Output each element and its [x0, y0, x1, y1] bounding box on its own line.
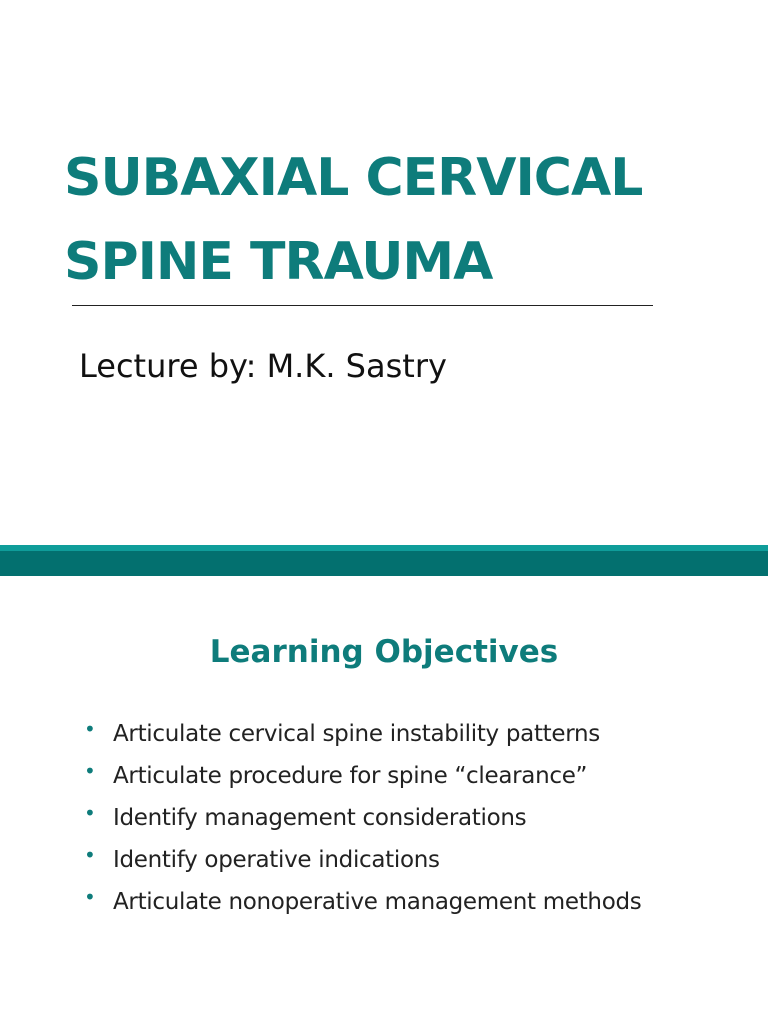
objectives-heading: Learning Objectives	[209, 634, 559, 670]
title-line-1: SUBAXIAL CERVICAL	[64, 148, 643, 208]
title-line-2: SPINE TRAUMA	[64, 232, 493, 292]
objective-text: Identify management considerations	[113, 805, 527, 831]
bullet-icon: •	[84, 759, 96, 783]
slide-title	[64, 136, 754, 304]
slide-separator-dark	[0, 551, 768, 576]
objective-text: Articulate cervical spine instability patterns	[113, 721, 600, 747]
bullet-icon: •	[84, 717, 96, 741]
objective-text: Articulate procedure for spine “clearance”	[113, 763, 588, 789]
lecturer-subtitle: Lecture by: M.K. Sastry	[79, 347, 447, 385]
objective-text: Articulate nonoperative management methods	[113, 889, 642, 915]
bullet-icon: •	[84, 801, 96, 825]
bullet-icon: •	[84, 843, 96, 867]
bullet-icon: •	[84, 885, 96, 909]
objective-text: Identify operative indications	[113, 847, 440, 873]
title-divider	[72, 305, 653, 306]
